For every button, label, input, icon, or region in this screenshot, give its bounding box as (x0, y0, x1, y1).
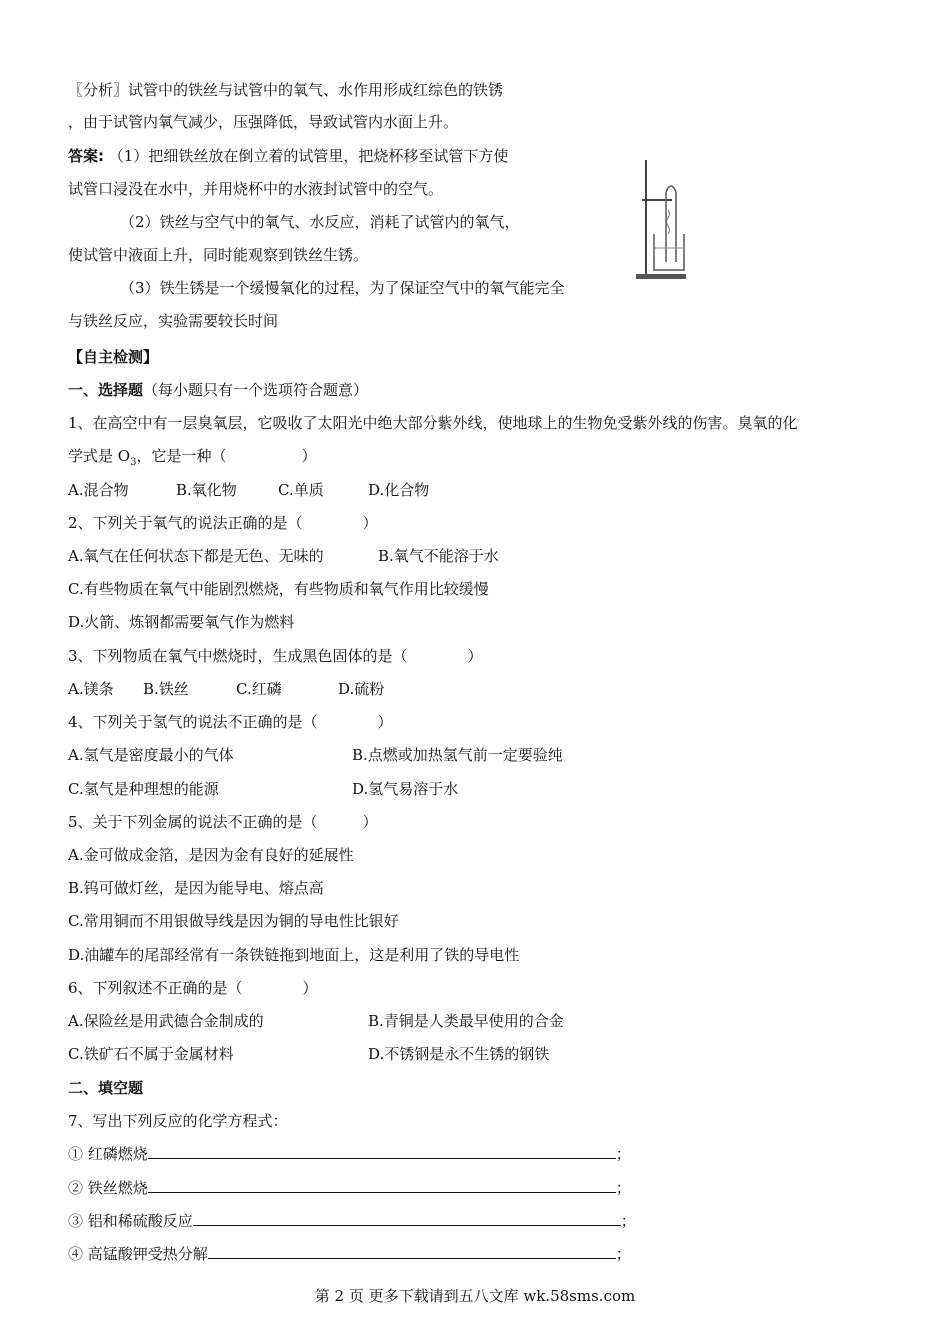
q1-option-b: B.氧化物 (176, 481, 237, 499)
q2-option-d: D.火箭、炼钢都需要氧气作为燃料 (68, 613, 295, 631)
q7-item-2 (68, 1178, 631, 1198)
q4-stem: 4、下列关于氢气的说法不正确的是（ ） (68, 713, 393, 731)
answer-1-line-2: 试管口浸没在水中，并用烧杯中的水液封试管中的空气。 (68, 180, 444, 198)
q6-option-b: B.青铜是人类最早使用的合金 (368, 1012, 564, 1030)
q3-option-a: A.镁条 (68, 680, 114, 698)
q5-stem: 5、关于下列金属的说法不正确的是（ ） (68, 813, 378, 831)
q4-option-a: A.氢气是密度最小的气体 (68, 746, 234, 764)
q5-option-a: A.金可做成金箔，是因为金有良好的延展性 (68, 846, 354, 864)
q6-option-d: D.不锈钢是永不生锈的钢铁 (368, 1045, 550, 1063)
q2-option-c: C.有些物质在氧气中能剧烈燃烧，有些物质和氧气作用比较缓慢 (68, 580, 489, 598)
part2-title: 二、填空题 (68, 1079, 144, 1097)
q7-item-1 (68, 1144, 631, 1164)
answer-1-text: （1）把细铁丝放在倒立着的试管里，把烧杯移至试管下方使 (108, 147, 509, 165)
analysis-line-2: ，由于试管内氧气减少，压强降低，导致试管内水面上升。 (68, 113, 459, 131)
answer-3-line-2: 与铁丝反应，实验需要较长时间 (68, 312, 279, 330)
q7-item-2-end: ； (615, 1179, 631, 1197)
q2-option-a: A.氧气在任何状态下都是无色、无味的 (68, 547, 324, 565)
q6-stem: 6、下列叙述不正确的是（ ） (68, 979, 318, 997)
q2-stem: 2、下列关于氧气的说法正确的是（ ） (68, 514, 378, 532)
q7-item-4-end: ； (615, 1245, 631, 1263)
section-self-check: 【自主检测】 (68, 348, 159, 366)
q4-option-b: B.点燃或加热氢气前一定要验纯 (352, 746, 563, 764)
q5-option-d: D.油罐车的尾部经常有一条铁链拖到地面上，这是利用了铁的导电性 (68, 946, 520, 964)
q1-option-a: A.混合物 (68, 481, 129, 499)
q2-option-b: B.氧气不能溶于水 (378, 547, 499, 565)
answer-2-line-2: 使试管中液面上升，同时能观察到铁丝生锈。 (68, 246, 369, 264)
q7-stem: 7、写出下列反应的化学方程式： (68, 1112, 288, 1130)
answer-3-line-1: （3）铁生锈是一个缓慢氧化的过程，为了保证空气中的氧气能完全 (120, 279, 565, 297)
part1-title: 一、选择题 (68, 381, 144, 399)
q7-item-4-label: ④ 高锰酸钾受热分解 (68, 1245, 208, 1263)
q7-item-1-label: ① 红磷燃烧 (68, 1145, 148, 1163)
q1-formula-prefix: 学式是 O (68, 447, 131, 465)
q1-stem-suffix: ，它是一种（ ） (136, 447, 317, 465)
part1-note: （每小题只有一个选项符合题意） (143, 381, 369, 399)
experiment-apparatus-diagram (628, 150, 688, 282)
q5-option-c: C.常用铜而不用银做导线是因为铜的导电性比银好 (68, 912, 399, 930)
q7-item-4 (68, 1244, 631, 1264)
analysis-line-1: 〖分析〗试管中的铁丝与试管中的氧气、水作用形成红综色的铁锈 (68, 81, 504, 99)
q7-item-3 (68, 1211, 636, 1231)
q3-option-c: C.红磷 (236, 680, 282, 698)
q1-option-d: D.化合物 (368, 481, 430, 499)
q3-option-d: D.硫粉 (338, 680, 385, 698)
q3-option-b: B.铁丝 (143, 680, 189, 698)
q4-option-d: D.氢气易溶于水 (352, 780, 459, 798)
q7-item-1-blank[interactable] (148, 1144, 616, 1159)
q3-stem: 3、下列物质在氧气中燃烧时，生成黑色固体的是（ ） (68, 647, 483, 665)
q1-option-c: C.单质 (278, 481, 324, 499)
page-footer: 第 2 页 更多下载请到五八文库 wk.58sms.com (314, 1287, 636, 1305)
q4-option-c: C.氢气是种理想的能源 (68, 780, 219, 798)
q7-item-2-blank[interactable] (148, 1178, 616, 1193)
q6-option-c: C.铁矿石不属于金属材料 (68, 1045, 234, 1063)
q7-item-1-end: ； (615, 1145, 631, 1163)
answer-2-line-1: （2）铁丝与空气中的氧气、水反应，消耗了试管内的氧气， (120, 213, 520, 231)
q7-item-2-label: ② 铁丝燃烧 (68, 1179, 148, 1197)
answer-1-line-1 (68, 146, 508, 166)
q1-stem-line-2 (68, 446, 316, 473)
q7-item-4-blank[interactable] (208, 1244, 616, 1259)
q1-stem-line-1: 1、在高空中有一层臭氧层，它吸收了太阳光中绝大部分紫外线，使地球上的生物免受紫外线的伤害。臭氧的化 (68, 414, 798, 432)
q5-option-b: B.钨可做灯丝，是因为能导电、熔点高 (68, 879, 324, 897)
q1-formula-subscript: 3 (130, 457, 137, 468)
q7-item-3-label: ③ 铝和稀硫酸反应 (68, 1212, 193, 1230)
answer-label: 答案: (68, 147, 104, 165)
part1-heading (68, 380, 368, 400)
q6-option-a: A.保险丝是用武德合金制成的 (68, 1012, 264, 1030)
q7-item-3-end: ； (620, 1212, 636, 1230)
q7-item-3-blank[interactable] (193, 1211, 621, 1226)
